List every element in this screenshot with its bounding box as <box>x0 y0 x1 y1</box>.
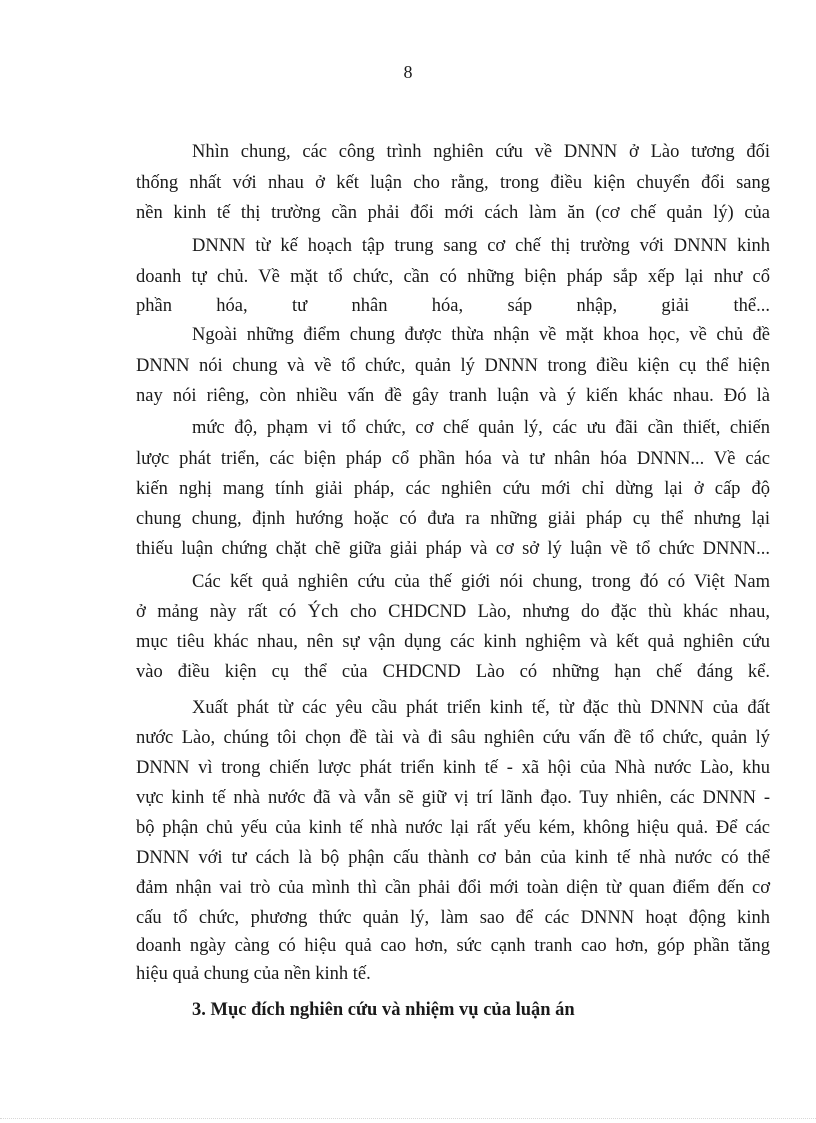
text-line: mục tiêu khác nhau, nên sự vận dụng các kinh nghiệm và kết quả nghiên cứu <box>136 632 770 652</box>
text-line: DNNN nói chung và về tổ chức, quản lý DNNN trong điều kiện cụ thể hiện <box>136 356 770 376</box>
text-line: DNNN với tư cách là bộ phận cấu thành cơ bản của kinh tế nhà nước có thể <box>136 848 770 868</box>
section-heading: 3. Mục đích nghiên cứu và nhiệm vụ của luận án <box>192 1000 575 1020</box>
text-line: nước Lào, chúng tôi chọn đề tài và đi sâu nghiên cứu vấn đề tổ chức, quản lý <box>136 728 770 748</box>
text-line: doanh tự chủ. Về mặt tổ chức, cần có những biện pháp sắp xếp lại như cổ <box>136 267 770 287</box>
text-line: cấu tổ chức, phương thức quản lý, làm sao để các DNNN hoạt động kinh <box>136 908 770 928</box>
text-line: hiệu quả chung của nền kinh tế. <box>136 964 371 984</box>
text-line: Xuất phát từ các yêu cầu phát triển kinh tế, từ đặc thù DNNN của đất <box>192 698 770 718</box>
text-line: kiến nghị mang tính giải pháp, các nghiên cứu mới chỉ dừng lại ở cấp độ <box>136 479 770 499</box>
text-line: ở mảng này rất có Ých cho CHDCND Lào, nhưng do đặc thù khác nhau, <box>136 602 770 622</box>
text-line: mức độ, phạm vi tổ chức, cơ chế quản lý, các ưu đãi cần thiết, chiến <box>192 418 770 438</box>
text-line: doanh ngày càng có hiệu quả cao hơn, sức cạnh tranh cao hơn, góp phần tăng <box>136 936 770 956</box>
text-line: DNNN vì trong chiến lược phát triển kinh tế - xã hội của Nhà nước Lào, khu <box>136 758 770 778</box>
text-line: DNNN từ kế hoạch tập trung sang cơ chế thị trường với DNNN kinh <box>192 236 770 256</box>
text-line: thiếu luận chứng chặt chẽ giữa giải pháp và cơ sở lý luận về tổ chức DNNN... <box>136 539 770 559</box>
text-line: Các kết quả nghiên cứu của thế giới nói chung, trong đó có Việt Nam <box>192 572 770 592</box>
text-line: vào điều kiện cụ thể của CHDCND Lào có những hạn chế đáng kể. <box>136 662 770 682</box>
text-line: chung chung, định hướng hoặc có đưa ra những giải pháp cụ thể nhưng lại <box>136 509 770 529</box>
page-number: 8 <box>403 62 413 82</box>
text-line: nay nói riêng, còn nhiều vấn đề gây tranh luận và ý kiến khác nhau. Đó là <box>136 386 770 406</box>
page-bottom-border <box>0 1118 816 1119</box>
text-line: bộ phận chủ yếu của kinh tế nhà nước lại rất yếu kém, không hiệu quả. Để các <box>136 818 770 838</box>
text-line: lược phát triển, các biện pháp cổ phần hóa và tư nhân hóa DNNN... Về các <box>136 449 770 469</box>
text-line: Ngoài những điểm chung được thừa nhận về mặt khoa học, về chủ đề <box>192 325 770 345</box>
text-line: nền kinh tế thị trường cần phải đổi mới cách làm ăn (cơ chế quản lý) của <box>136 203 770 223</box>
text-line: Nhìn chung, các công trình nghiên cứu về DNNN ở Lào tương đối <box>192 142 770 162</box>
text-line: thống nhất với nhau ở kết luận cho rằng, trong điều kiện chuyển đổi sang <box>136 173 770 193</box>
text-line: đảm nhận vai trò của mình thì cần phải đổi mới toàn diện từ quan điểm đến cơ <box>136 878 770 898</box>
text-line: vực kinh tế nhà nước đã và vẫn sẽ giữ vị trí lãnh đạo. Tuy nhiên, các DNNN - <box>136 788 770 808</box>
text-line: phần hóa, tư nhân hóa, sáp nhập, giải thể... <box>136 296 770 316</box>
